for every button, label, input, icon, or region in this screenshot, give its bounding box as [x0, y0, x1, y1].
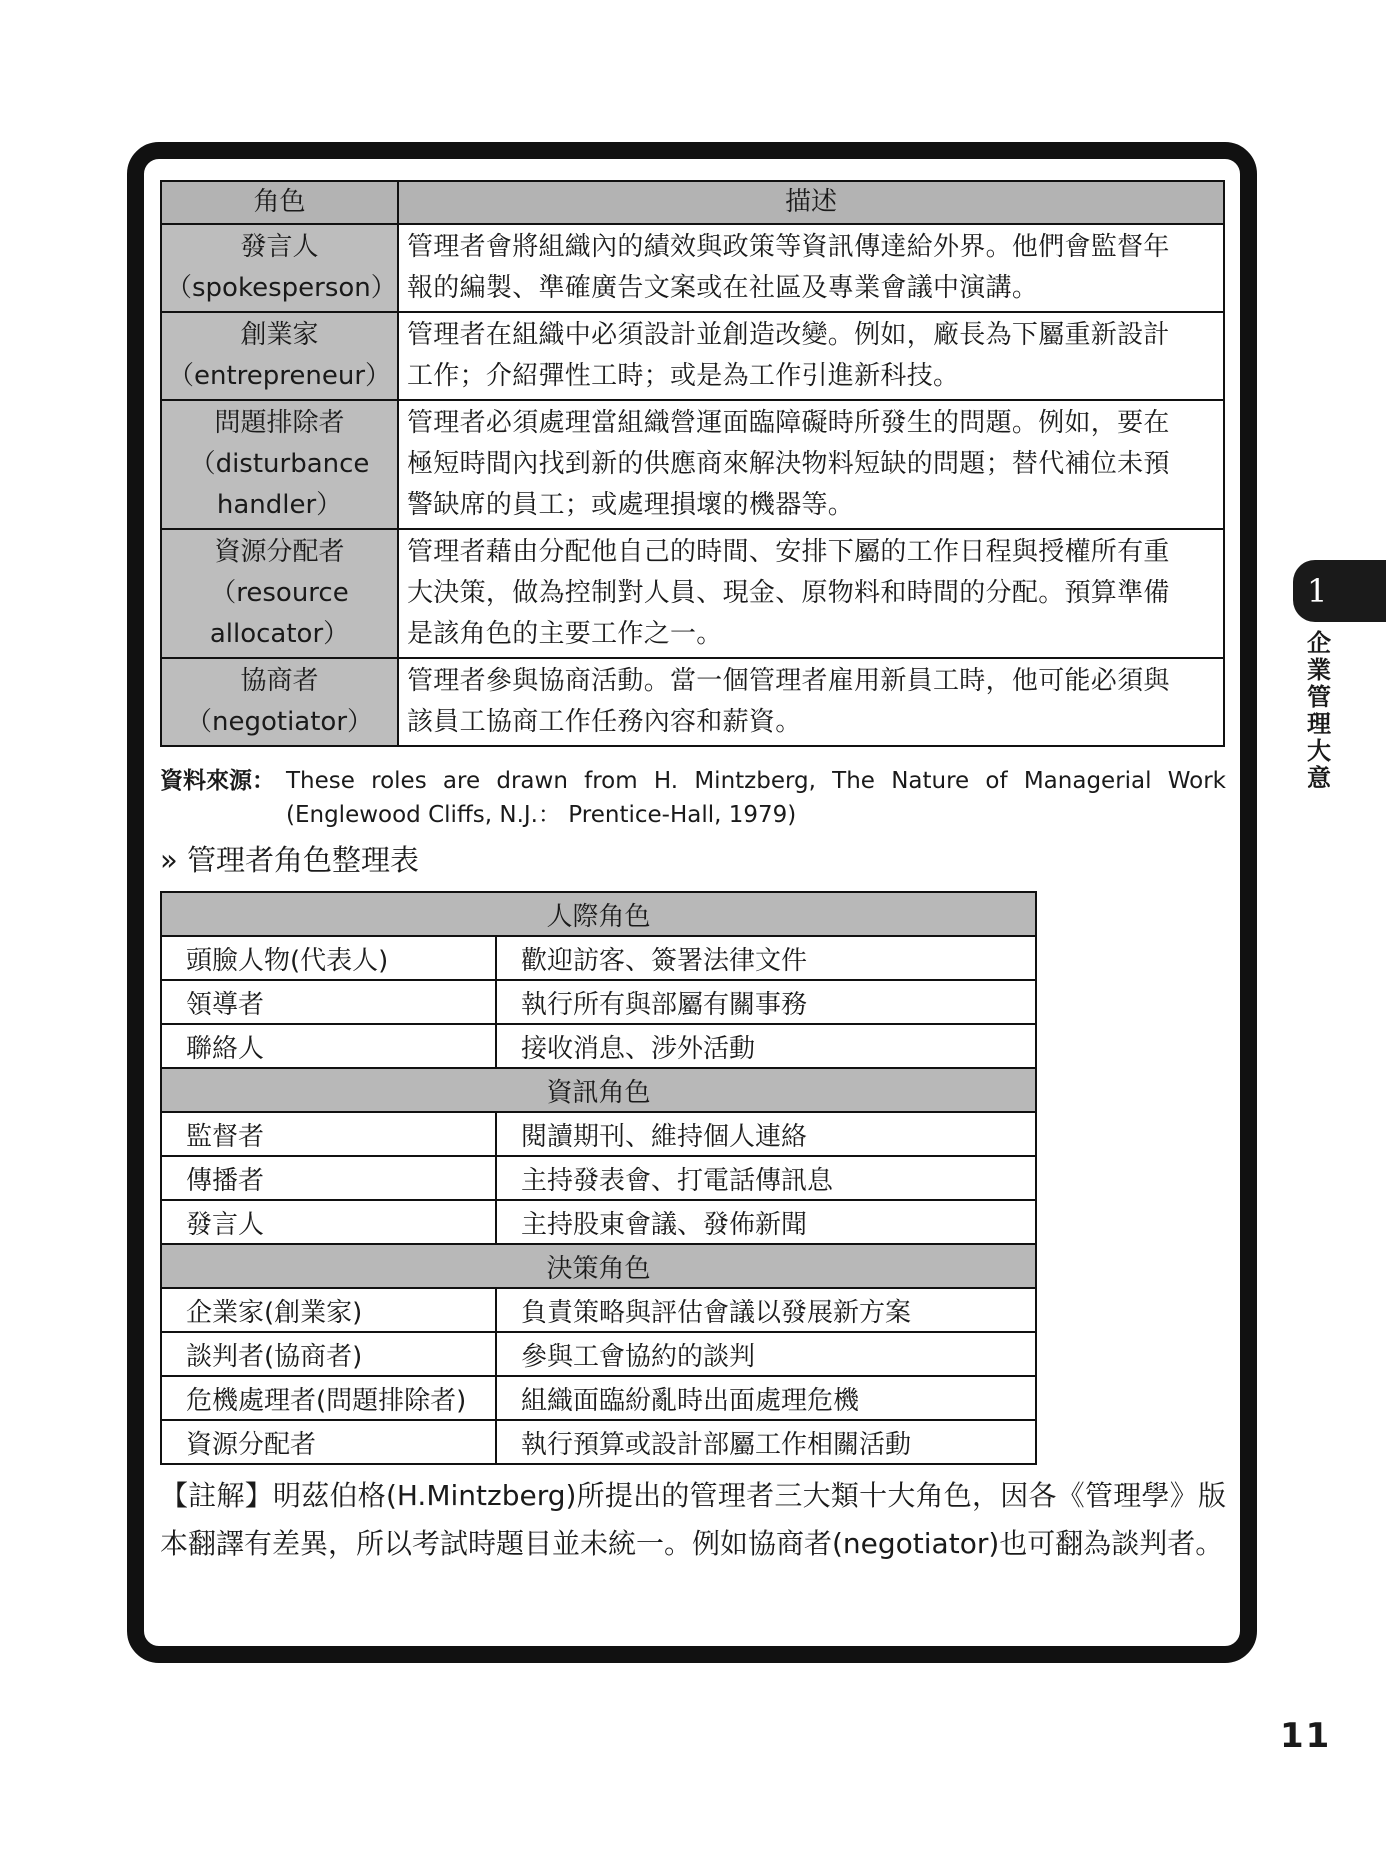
- role-name-en-2: allocator）: [209, 619, 350, 649]
- summary-table: [160, 891, 1037, 1465]
- page-number: 11: [1280, 1716, 1332, 1756]
- chapter-tab: 1: [1293, 560, 1386, 622]
- description-cell: [398, 400, 1224, 529]
- desc-line: 該員工協商工作任務內容和薪資。: [407, 707, 802, 737]
- desc-line: 工作；介紹彈性工時；或是為工作引進新科技。: [407, 361, 960, 391]
- table-row: [161, 1112, 1036, 1156]
- chapter-char: 意: [1307, 764, 1331, 792]
- desc-line: 管理者參與協商活動。當一個管理者雇用新員工時，他可能必須與: [407, 666, 1170, 696]
- chapter-char: 企: [1307, 629, 1331, 657]
- role-name-en: （disturbance: [189, 449, 370, 479]
- role-name-zh: 問題排除者: [214, 408, 345, 438]
- table-row: [161, 936, 1036, 980]
- role-cell: 頭臉人物(代表人): [161, 936, 496, 980]
- desc-line: 極短時間內找到新的供應商來解決物料短缺的問題；替代補位未預: [407, 449, 1170, 479]
- role-name-en: （negotiator）: [185, 707, 374, 737]
- role-cell: [161, 658, 398, 746]
- chapter-title: [1302, 630, 1336, 792]
- role-name-zh: 發言人: [240, 232, 319, 262]
- role-cell: 資源分配者: [161, 1420, 496, 1464]
- role-name-en-2: handler）: [216, 490, 343, 520]
- activity-cell: 主持股東會議、發佈新聞: [496, 1200, 1036, 1244]
- category-label: 人際角色: [161, 892, 1036, 936]
- summary-title: » 管理者角色整理表: [160, 843, 419, 877]
- source-text: These roles are drawn from H. Mintzberg, The Nature of Managerial Work (Englewood Cliffs, N.J.： Prentice-Hall, 1979): [286, 768, 1226, 828]
- activity-cell: 閱讀期刊、維持個人連絡: [496, 1112, 1036, 1156]
- table-row: [161, 1200, 1036, 1244]
- activity-cell: 主持發表會、打電話傳訊息: [496, 1156, 1036, 1200]
- table-row: [161, 1024, 1036, 1068]
- role-name-en: （spokesperson）: [166, 273, 397, 303]
- role-name-en: （resource: [210, 578, 349, 608]
- activity-cell: 執行所有與部屬有關事務: [496, 980, 1036, 1024]
- role-cell: [161, 224, 398, 312]
- category-label: 資訊角色: [161, 1068, 1036, 1112]
- category-row: [161, 1244, 1036, 1288]
- description-cell: [398, 529, 1224, 658]
- role-cell: 領導者: [161, 980, 496, 1024]
- annotation-note: 【註解】明茲伯格(H.Mintzberg)所提出的管理者三大類十大角色，因各《管理學》版本翻譯有差異，所以考試時題目並未統一。例如協商者(negotiator)也可翻為談判者。: [160, 1479, 1226, 1560]
- role-cell: 監督者: [161, 1112, 496, 1156]
- description-cell: [398, 224, 1224, 312]
- table-row: [161, 1332, 1036, 1376]
- activity-cell: 負責策略與評估會議以發展新方案: [496, 1288, 1036, 1332]
- chapter-char: 管: [1307, 683, 1331, 711]
- desc-line: 管理者在組織中必須設計並創造改變。例如，廠長為下屬重新設計: [407, 320, 1170, 350]
- activity-cell: 歡迎訪客、簽署法律文件: [496, 936, 1036, 980]
- activity-cell: 參與工會協約的談判: [496, 1332, 1036, 1376]
- role-name-zh: 創業家: [240, 320, 319, 350]
- desc-line: 管理者藉由分配他自己的時間、安排下屬的工作日程與授權所有重: [407, 537, 1170, 567]
- role-cell: [161, 529, 398, 658]
- desc-line: 大決策，做為控制對人員、現金、原物料和時間的分配。預算準備: [407, 578, 1170, 608]
- chapter-char: 理: [1307, 710, 1331, 738]
- table-row: [161, 312, 1224, 400]
- category-label: 決策角色: [161, 1244, 1036, 1288]
- activity-cell: 組織面臨紛亂時出面處理危機: [496, 1376, 1036, 1420]
- desc-line: 管理者會將組織內的績效與政策等資訊傳達給外界。他們會監督年: [407, 232, 1170, 262]
- role-name-en: （entrepreneur）: [167, 361, 392, 391]
- chapter-char: 大: [1307, 737, 1331, 765]
- description-cell: [398, 658, 1224, 746]
- table-row: [161, 980, 1036, 1024]
- category-row: [161, 1068, 1036, 1112]
- role-cell: 聯絡人: [161, 1024, 496, 1068]
- role-cell: 傳播者: [161, 1156, 496, 1200]
- table-row: [161, 529, 1224, 658]
- table-row: [161, 658, 1224, 746]
- roles-table: [160, 180, 1225, 747]
- source-label: 資料來源：: [160, 768, 275, 794]
- description-cell: [398, 312, 1224, 400]
- role-name-zh: 資源分配者: [214, 537, 345, 567]
- table-row: [161, 1420, 1036, 1464]
- table-row: [161, 1156, 1036, 1200]
- role-cell: 談判者(協商者): [161, 1332, 496, 1376]
- roles-table-header: [161, 181, 1224, 224]
- category-row: [161, 892, 1036, 936]
- desc-line: 警缺席的員工；或處理損壞的機器等。: [407, 490, 855, 520]
- activity-cell: 執行預算或設計部屬工作相關活動: [496, 1420, 1036, 1464]
- role-cell: [161, 400, 398, 529]
- role-cell: 發言人: [161, 1200, 496, 1244]
- chapter-char: 業: [1307, 656, 1331, 684]
- role-name-zh: 協商者: [240, 666, 319, 696]
- table-row: [161, 1376, 1036, 1420]
- table-row: [161, 1288, 1036, 1332]
- header-description: 描述: [398, 181, 1224, 224]
- role-cell: 危機處理者(問題排除者): [161, 1376, 496, 1420]
- desc-line: 報的編製、準確廣告文案或在社區及專業會議中演講。: [407, 273, 1039, 303]
- role-cell: [161, 312, 398, 400]
- desc-line: 是該角色的主要工作之一。: [407, 619, 723, 649]
- desc-line: 管理者必須處理當組織營運面臨障礙時所發生的問題。例如，要在: [407, 408, 1170, 438]
- table-row: [161, 400, 1224, 529]
- header-role: 角色: [161, 181, 398, 224]
- activity-cell: 接收消息、涉外活動: [496, 1024, 1036, 1068]
- role-cell: 企業家(創業家): [161, 1288, 496, 1332]
- table-row: [161, 224, 1224, 312]
